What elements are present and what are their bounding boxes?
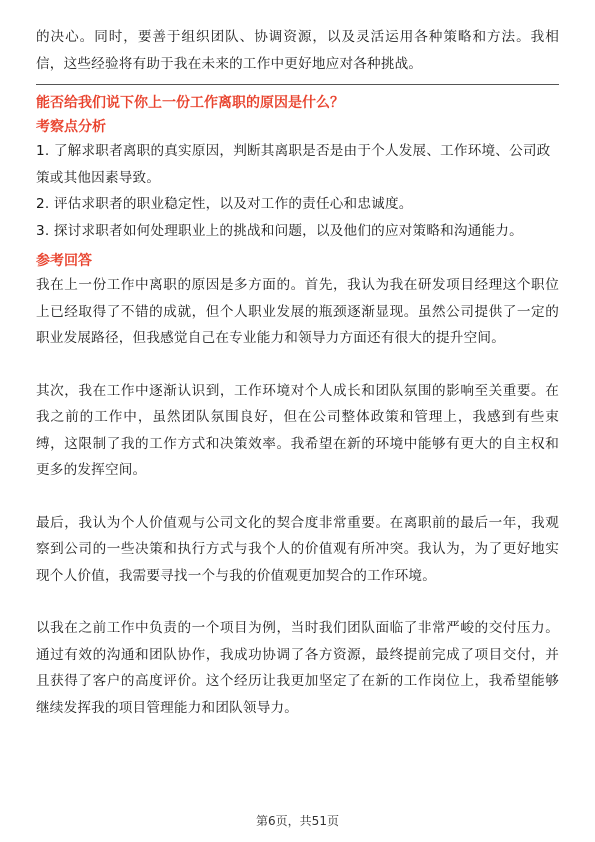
analysis-label: 考察点分析: [36, 119, 106, 135]
analysis-item-2: 2. 评估求职者的职业稳定性，以及对工作的责任心和忠诚度。: [36, 196, 413, 212]
section-divider: [36, 84, 559, 85]
page-number: 第6页，共51页: [256, 814, 339, 828]
paragraph-gap: [36, 352, 559, 378]
answer-paragraph-4: 以我在之前工作中负责的一个项目为例，当时我们团队面临了非常严峻的交付压力。通过有效的沟通和团队协作，我成功协调了各方资源，最终提前完成了项目交付，并且获得了客户的高度评价。这个经历让我更加坚定了在新的工作岗位上，我希望能够继续发挥我的项目管理能力和团队领导力。: [36, 620, 559, 716]
question-heading: 能否给我们说下你上一份工作离职的原因是什么？: [36, 95, 344, 111]
answer-label: 参考回答: [36, 253, 92, 269]
paragraph-gap: [36, 589, 559, 615]
answer-paragraph-3: 最后，我认为个人价值观与公司文化的契合度非常重要。在离职前的最后一年，我观察到公司的一些决策和执行方式与我个人的价值观有所冲突。我认为，为了更好地实现个人价值，我需要寻找一个与我的价值观更加契合的工作环境。: [36, 514, 559, 584]
analysis-item-1: 1. 了解求职者离职的真实原因，判断其离职是否是由于个人发展、工作环境、公司政策或其他因素导致。: [36, 143, 551, 186]
answer-paragraph-2: 其次，我在工作中逐渐认识到，工作环境对个人成长和团队氛围的影响至关重要。在我之前的工作中，虽然团队氛围良好，但在公司整体政策和管理上，我感到有些束缚，这限制了我的工作方式和决策效率。我希望在新的环境中能够有更大的自主权和更多的发挥空间。: [36, 382, 559, 478]
answer-paragraph-1: 我在上一份工作中离职的原因是多方面的。首先，我认为我在研发项目经理这个职位上已经取得了不错的成就，但个人职业发展的瓶颈逐渐显现。虽然公司提供了一定的职业发展路径，但我感觉自己在专业能力和领导力方面还有很大的提升空间。: [36, 277, 559, 346]
document-page: [36, 24, 559, 721]
intro-paragraph: 的决心。同时，要善于组织团队、协调资源，以及灵活运用各种策略和方法。我相信，这些经验将有助于我在未来的工作中更好地应对各种挑战。: [36, 29, 559, 72]
analysis-item-3: 3. 探讨求职者如何处理职业上的挑战和问题，以及他们的应对策略和沟通能力。: [36, 222, 523, 239]
paragraph-gap: [36, 484, 559, 510]
